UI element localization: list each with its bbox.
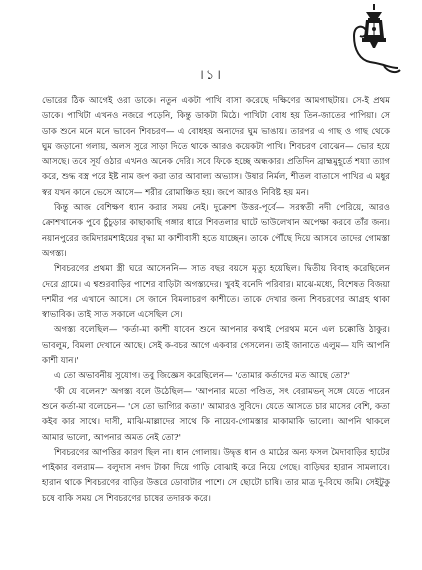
paragraph: শিবচরণের প্রথমা স্ত্রী ঘরে আসেননি— সাত বছর বয়সে মৃত্যু হয়েছিল। দ্বিতীয় বিবাহ করেছিলেন দেরে গ্রামে। এ শ্বশুরবাড়ির পাশের বাড়িটা অগস্ত্যদের। খুবই বনেদি পরিবার। মাঝে-মধ্যে, বিশেষত বিজয়া দশমীর পর এখানে আসে। সে জানে বিমলাচরণ কাশীতে। তাকে দেখার জন্য শিবচরণের আগ্রহ থাকা স্বাভাবিক। তাই সাত সকালে এসেছিল সে। <box>42 264 390 321</box>
paragraph: কিন্তু আজ বেশিক্ষণ ধ্যান করার সময় নেই। দুক্রোশ উত্তর-পূর্বে— সরস্বতী নদী পেরিয়ে, আরও ক্রোশখানেক পুবে চুঁচুড়ার কাছাকাছি গঙ্গার ধারে শিবতলার ঘাটে ভাউলেখান অপেক্ষা করবে তাঁর জন্য। নয়ানপুরের জমিদারমশাইয়ের বৃদ্ধা মা কাশীবাসী হতে যাচ্ছেন। তাকে পৌঁছে দিয়ে আসবে তাদের গোমস্তা অগস্ত্য। <box>42 203 390 259</box>
paragraph: এ তো অভাবনীয় সুযোগ। তবু জিজ্ঞেস করেছিলেন— 'তোমার কর্তাদের মত আছে তো?' <box>54 371 350 382</box>
paragraph: অগস্ত্য বলেছিল— 'কর্তা-মা কাশী যাবেন শুনে আপনার কথাই পেরথম মনে এল চক্কোত্তি ঠাকুর। ভাবলুম, বিমলা দেখানে আছে। সেই ক-বচর আগে একবার গেসলেন। তাই জানাতে এলুম— যদি আপনি কাশী যান।' <box>42 325 390 367</box>
paragraph: ভোরের ঠিক আগেই ওরা ডাকে। নতুন একটা পাখি বাসা করেছে দক্ষিণের আমগাছটায়। সে-ই প্রথম ডাকে। পাখিটা এখনও নজরে পড়েনি, কিন্তু ডাকটা মিঠে। পাখিটা বোধ হয় তিন-জাতের পাপিয়া। সে ডাক শুনে মনে মনে ভাবেন শিবচরণ— এ বোধহয় অন্যদের ঘুম ভাঙায়। তারপর এ গাছ ও গাছ থেকে ঘুম জড়ানো গলায়, অলস সুরে সাড়া দিতে থাকে আরও কয়েকটা পাখি। শিবচরণ বোঝেন— ভোর হয়ে আসছে। তবে সূর্য ওঠার এখনও অনেক দেরি। সবে ফিকে হচ্ছে অন্ধকার। প্রতিদিন ব্রাহ্মমুহূর্তে শয্যা ত্যাগ করে, শুদ্ধ বস্ত্র পরে ইষ্ট নাম জপ করা তার আবাল্য অভ্যাস। উষার নির্মল, শীতল বাতাসে পাখির এ মধুর স্বর যখন কানে ভেসে আসে— শরীর রোমাঞ্চিত হয়। জপে আরও নিবিষ্ট হয় মন। <box>42 96 390 198</box>
paragraph: 'কী যে বলেন?' অগস্ত্য বলে উঠেছিল— 'আপনার মতো পণ্ডিত, সৎ বেরামভন্ সঙ্গে যেতে পারেন শুনে কর্তা-মা বলেচেন— 'সে তো ভাগ্যির কতা।' আমারও সুবিদে। যেতে আসতে চার মাসের বেশি, কতা কইব কার সাথে। দাসী, মাঝি-মাল্লাদের সাথে কি নায়েব-গোমস্তার মাকামাকি ভালো। আপনি থাকলে আমার ভালো, আপনার অমত নেই তো?' <box>42 386 390 443</box>
page-number: ।১। <box>199 68 223 83</box>
paragraph: শিবচরণের আপত্তির কারণ ছিল না। ধান গোলায়। উদ্বৃত্ত ধান ও মাঠের অন্য ফসল মৈদাবাড়ির হাটের পাইকার বলরাম— বলুদাস নগদ টাকা দিয়ে গাড়ি বোঝাই করে নিয়ে গেছে। বাড়িঘর হারান সামলাবে। হারান থাকে শিবচরণের বাড়ির উত্তরে ডোবাটার পাশে। সে ছোটো চাষি। তার মাত্র দু-বিঘে জমি। সেইটুকু চষে বাকি সময় সে শিবচরণের চাষের তদারক করে। <box>42 447 390 504</box>
body-text <box>42 94 390 507</box>
